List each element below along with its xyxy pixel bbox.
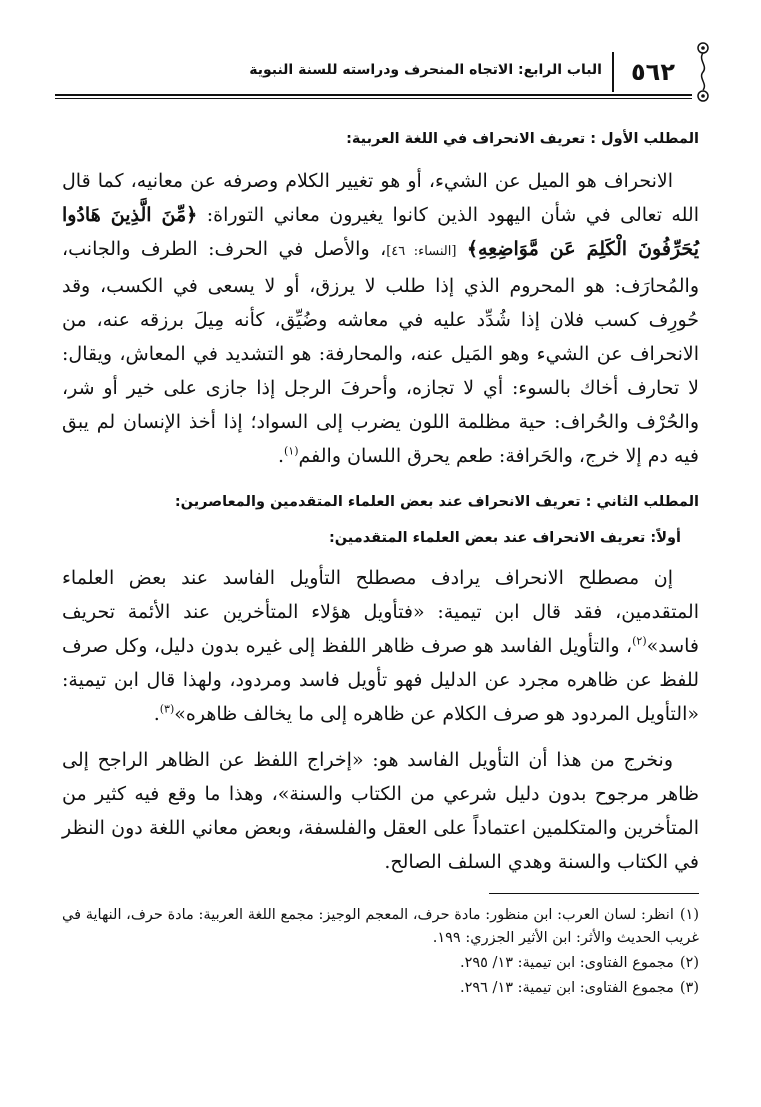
paragraph-text: الانحراف هو الميل عن الشيء، أو هو تغيير الكلام وصرفه عن معانيه، كما قال الله تعالى في شأن اليهود الذين كانوا يغيرون معاني التوراة:: [62, 170, 699, 226]
footnote-number: (٣): [679, 980, 699, 996]
footnotes: [62, 904, 699, 1000]
section-heading-1: المطلب الأول : تعريف الانحراف في اللغة العربية:: [346, 131, 699, 147]
paragraph-conclusion: ونخرج من هذا أن التأويل الفاسد هو: «إخراج اللفظ عن الظاهر الراجح إلى ظاهر مرجوح بدون دليل شرعي من الكتاب والسنة»، وهذا ما وقع فيه كثير من المتأخرين والمتكلمين اعتماداً على العقل والفلسفة، وبعض معاني اللغة دون النظر في الكتاب والسنة وهدي السلف الصالح.: [62, 749, 699, 873]
paragraph-end: .: [277, 445, 284, 467]
sura-reference: [النساء: ٤٦]: [386, 244, 457, 259]
corner-ornament-icon: [688, 38, 718, 106]
footnote-3: [62, 977, 699, 1000]
quran-verse: ﴿مِّنَ الَّذِينَ هَادُوا يُحَرِّفُونَ الْكَلِمَ عَن مَّوَاضِعِهِ﴾: [62, 204, 699, 260]
footnote-2: [62, 952, 699, 975]
footnote-text: مجموع الفتاوى: ابن تيمية: ١٣/ ٢٩٥.: [459, 955, 674, 971]
page-content: [62, 118, 699, 1002]
footnote-1: [62, 904, 699, 950]
paragraph-corrupt-interpretation: [62, 561, 699, 731]
paragraph-text: إن مصطلح الانحراف يرادف مصطلح التأويل الفاسد عند بعض العلماء المتقدمين، فقد قال ابن تيمية: «فتأويل هؤلاء المتأخرين عند الأئمة تحريف فاسد»: [62, 567, 699, 657]
paragraph-end: .: [153, 703, 160, 725]
section-heading-2: المطلب الثاني : تعريف الانحراف عند بعض العلماء المتقدمين والمعاصرين:: [174, 494, 699, 510]
paragraph-text: ، والأصل في الحرف: الطرف والجانب، والمُحارَف: هو المحروم الذي إذا طلب لا يرزق، أو لا يسعى في الكسب، وقد حُورِف كسب فلان إذا شُدِّد عليه في معاشه وضُيِّق، كأنه مِيلَ برزقه عنه، من الانحراف عن الشيء وهو المَيل عنه، والمحارفة: هو التشديد في المعاش، ويقال: لا تحارف أخاك بالسوء: أي لا تجازه، وأحرفَ الرجل إذا جازى على خير أو شر، والحُرْف والحُراف: حية مظلمة اللون يضرب إلى السواد؛ إذا أخذ الإنسان لم يبق فيه دم إلا خرج، والحَرافة: طعم يحرق اللسان والفم: [62, 238, 700, 467]
paragraph-text: ، والتأويل الفاسد هو صرف ظاهر اللفظ إلى غيره بدون دليل، وكل صرف للفظ عن ظاهره مجرد عن الدليل فهو تأويل فاسد ومردود، ولهذا قال ابن تيمية: «التأويل المردود هو صرف الكلام عن ظاهره إلى ما يخالف ظاهره»: [62, 635, 699, 725]
footnote-marker: (٣): [159, 702, 175, 716]
running-head: الباب الرابع: الاتجاه المنحرف ودراسته للسنة النبوية: [249, 62, 602, 78]
footnote-marker: (٢): [632, 634, 647, 648]
footnote-marker: (١): [284, 444, 299, 458]
page-number: ٥٦٢: [612, 52, 692, 92]
footnote-text: مجموع الفتاوى: ابن تيمية: ١٣/ ٢٩٦.: [459, 980, 674, 996]
footnote-number: (١): [679, 907, 699, 923]
footnote-divider: [489, 893, 699, 894]
paragraph-definition-language: [62, 164, 699, 473]
footnote-text: انظر: لسان العرب: ابن منظور: مادة حرف، المعجم الوجيز: مجمع اللغة العربية: مادة حرف، النهاية في غريب الحديث والأثر: ابن الأثير الجزري: ١٩٩.: [62, 907, 699, 946]
header-rule: [55, 94, 692, 96]
page-header: [55, 44, 692, 100]
header-rule-thin: [55, 98, 692, 99]
sub-heading: أولاً: تعريف الانحراف عند بعض العلماء المتقدمين:: [328, 530, 681, 546]
footnote-number: (٢): [679, 955, 699, 971]
